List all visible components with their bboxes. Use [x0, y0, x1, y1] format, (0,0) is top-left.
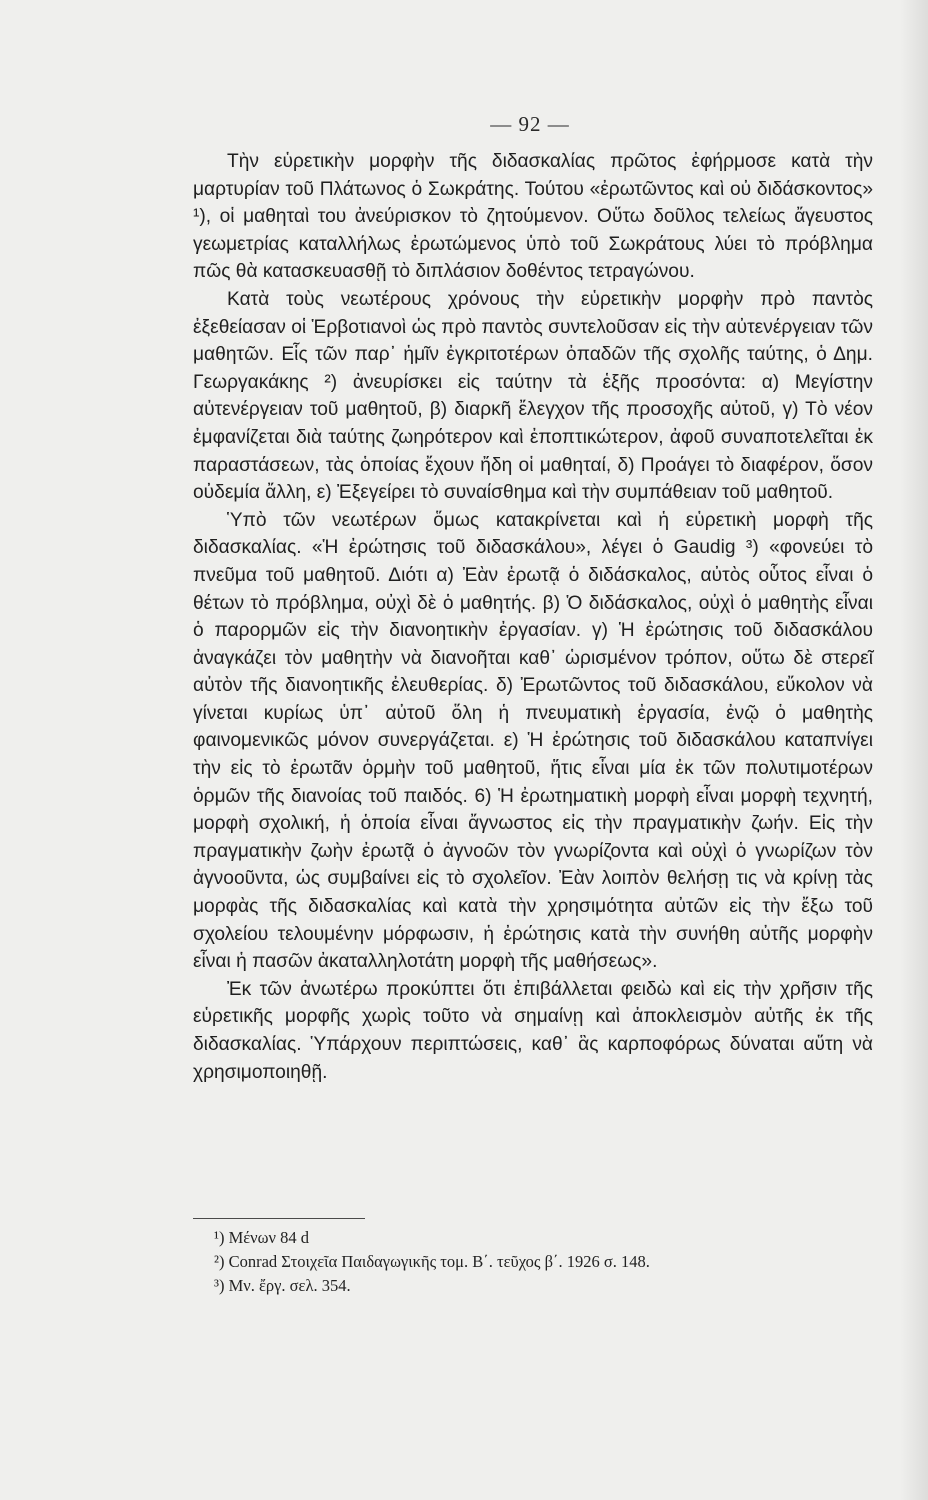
footnote-marker: ¹) [214, 1228, 225, 1247]
body-text [193, 148, 873, 1086]
footnote-text: Μένων 84 d [228, 1228, 309, 1247]
footnote-marker: ²) [214, 1252, 225, 1271]
footnote-text: Μν. ἔργ. σελ. 354. [228, 1276, 351, 1295]
footnote-text: Conrad Στοιχεῖα Παιδαγωγικῆς τομ. Β΄. τεῦχος β΄. 1926 σ. 148. [228, 1252, 650, 1271]
page-number: — 92 — [490, 112, 570, 136]
footnote [214, 1250, 854, 1274]
footnote [214, 1226, 854, 1250]
footnote [214, 1274, 854, 1298]
paragraph: Ἐκ τῶν ἀνωτέρω προκύπτει ὅτι ἐπιβάλλεται φειδὼ καὶ εἰς τὴν χρῆσιν τῆς εὑρετικῆς μορφῆς χωρὶς τοῦτο νὰ σημαίνῃ καὶ ἀποκλεισμὸν αὐτῆς ἐκ τῆς διδασκαλίας. Ὑπάρχουν περιπτώσεις, καθ᾽ ἃς καρποφόρως δύναται αὕτη νὰ χρησιμοποιηθῇ. [193, 978, 873, 1083]
footnote-divider [193, 1218, 365, 1219]
paragraph: Κατὰ τοὺς νεωτέρους χρόνους τὴν εὑρετικὴν μορφὴν πρὸ παντὸς ἐξεθείασαν οἱ Ἑρβοτιανοὶ ὡς πρὸ παντὸς συντελοῦσαν εἰς τὴν αὐτενέργειαν τῶν μαθητῶν. Εἷς τῶν παρ᾽ ἡμῖν ἐγκριτοτέρων ὀπαδῶν τῆς σχολῆς ταύτης, ὁ Δημ. Γεωργακάκης ²) ἀνευρίσκει εἰς ταύτην τὰ ἑξῆς προσόντα: α) Μεγίστην αὐτενέργειαν τοῦ μαθητοῦ, β) διαρκῆ ἔλεγχον τῆς προσοχῆς αὐτοῦ, γ) Τὸ νέον ἐμφανίζεται διὰ ταύτης ζωηρότερον καὶ ἐποπτικώτερον, ἀφοῦ συναποτελεῖται ἐκ παραστάσεων, τὰς ὁποίας ἔχουν ἤδη οἱ μαθηταί, δ) Προάγει τὸ διαφέρον, ὅσον οὐδεμία ἄλλη, ε) Ἐξεγείρει τὸ συναίσθημα καὶ τὴν συμπάθειαν τοῦ μαθητοῦ. [193, 288, 873, 504]
paragraph: Ὑπὸ τῶν νεωτέρων ὅμως κατακρίνεται καὶ ἡ εὑρετικὴ μορφὴ τῆς διδασκαλίας. «Ἡ ἐρώτησις τοῦ διδασκάλου», λέγει ὁ Gaudig ³) «φονεύει τὸ πνεῦμα τοῦ μαθητοῦ. Διότι α) Ἐὰν ἐρωτᾷ ὁ διδάσκαλος, αὐτὸς οὗτος εἶναι ὁ θέτων τὸ πρόβλημα, οὐχὶ δὲ ὁ μαθητής. β) Ὁ διδάσκαλος, οὐχὶ ὁ μαθητὴς εἶναι ὁ παρορμῶν εἰς τὴν διανοητικὴν ἐργασίαν. γ) Ἡ ἐρώτησις τοῦ διδασκάλου ἀναγκάζει τὸν μαθητὴν νὰ διανοῆται καθ᾽ ὡρισμένον τρόπον, οὕτω δὲ στερεῖ αὐτὸν τῆς διανοητικῆς ἐλευθερίας. δ) Ἐρωτῶντος τοῦ διδασκάλου, εὔκολον νὰ γίνεται κυρίως ὑπ᾽ αὐτοῦ ὅλη ἡ πνευματικὴ ἐργασία, ἐνῷ ὁ μαθητὴς φαινομενικῶς μόνον συνεργάζεται. ε) Ἡ ἐρώτησις τοῦ διδασκάλου καταπνίγει τὴν εἰς τὸ ἐρωτᾶν ὁρμὴν τοῦ μαθητοῦ, ἥτις εἶναι μία ἐκ τῶν πολυτιμοτέρων ὁρμῶν τῆς διανοίας τοῦ παιδός. 6) Ἡ ἐρωτηματικὴ μορφὴ εἶναι μορφὴ τεχνητή, μορφὴ σχολική, ἡ ὁποία εἶναι ἄγνωστος εἰς τὴν πραγματικὴν ζωήν. Εἰς τὴν πραγματικὴν ζωὴν ἐρωτᾷ ὁ ἀγνοῶν τὸν γνωρίζοντα καὶ οὐχὶ ὁ γνωρίζων τὸν ἀγνοοῦντα, ὡς συμβαίνει εἰς τὸ σχολεῖον. Ἐὰν λοιπὸν θελήσῃ τις νὰ κρίνῃ τὰς μορφὰς τῆς διδασκαλίας καὶ κατὰ τὴν χρησιμότητα αὐτῶν εἰς τὴν ἔξω τοῦ σχολείου τελουμένην μόρφωσιν, ἡ ἐρώτησις κατὰ τὴν συνήθη αὐτῆς μορφὴν εἶναι ἡ πασῶν ἀκαταλληλοτάτη μορφὴ τῆς μαθήσεως». [193, 509, 873, 973]
footnote-marker: ³) [214, 1276, 225, 1295]
paragraph: Τὴν εὑρετικὴν μορφὴν τῆς διδασκαλίας πρῶτος ἐφήρμοσε κατὰ τὴν μαρτυρίαν τοῦ Πλάτωνος ὁ Σωκράτης. Τούτου «ἐρωτῶντος καὶ οὐ διδάσκοντος» ¹), οἱ μαθηταὶ του ἀνεύρισκον τὸ ζητούμενον. Οὕτω δοῦλος τελείως ἄγευστος γεωμετρίας καταλλήλως ἐρωτώμενος ὑπὸ τοῦ Σωκράτους λύει τὸ πρόβλημα πῶς θὰ κατασκευασθῇ τὸ διπλάσιον δοθέντος τετραγώνου. [193, 151, 873, 283]
footnotes [214, 1226, 854, 1298]
